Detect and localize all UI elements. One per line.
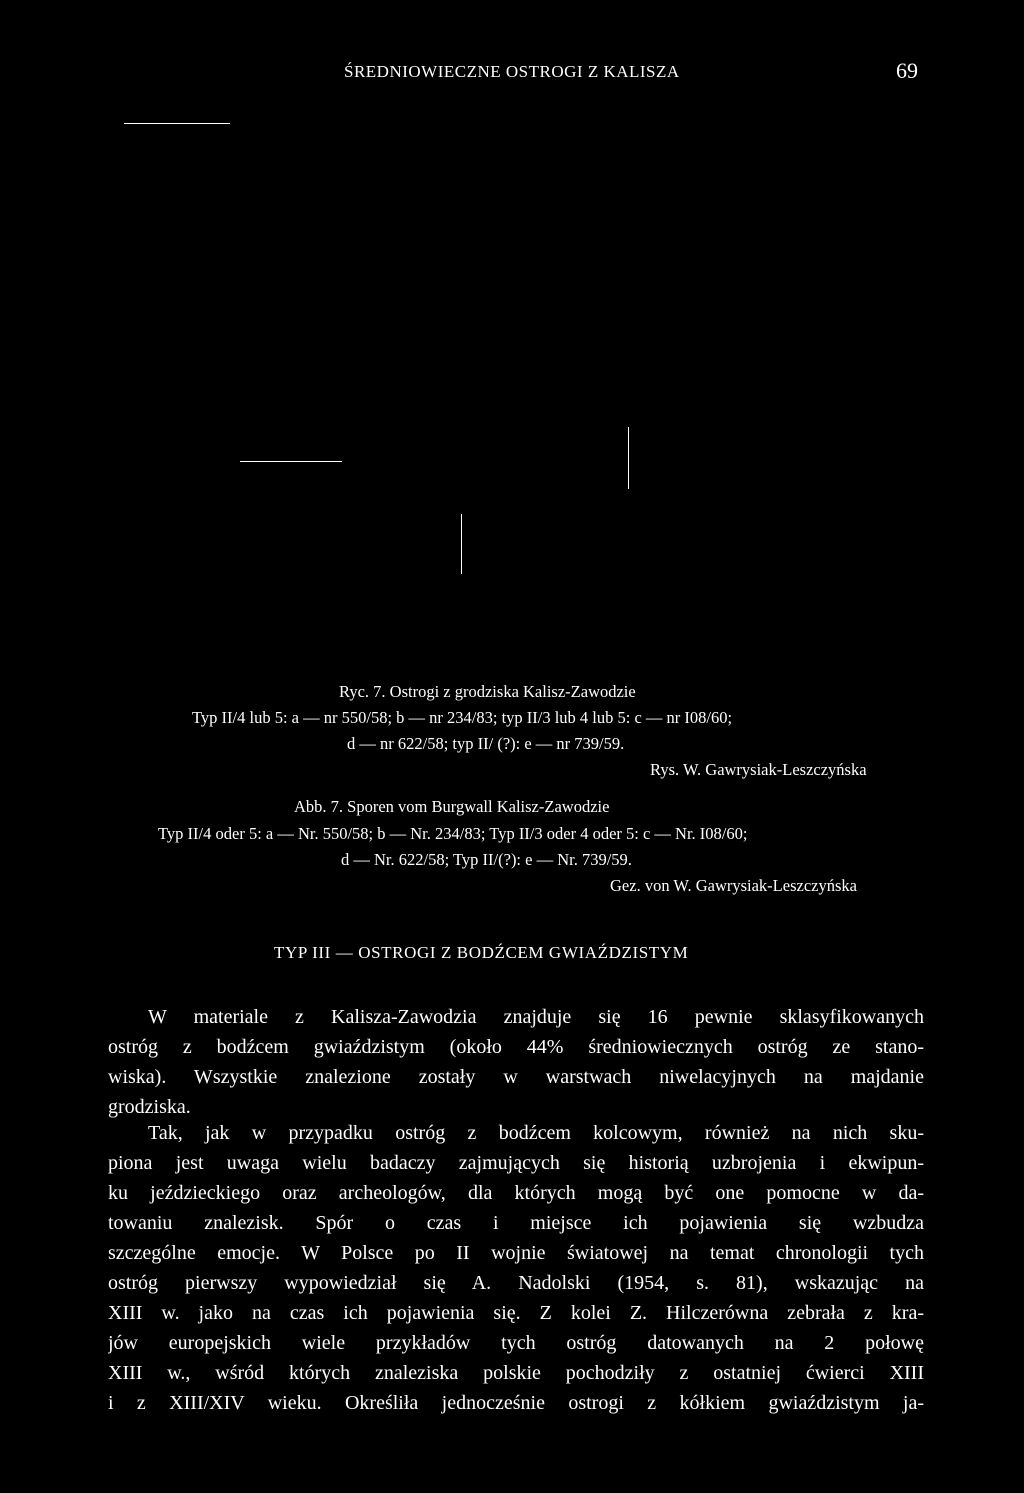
figure-stroke (628, 427, 629, 489)
figure-caption-line-de: d — Nr. 622/58; Typ II/(?): e — Nr. 739/59. (341, 850, 632, 869)
figure-caption-line-pl: Typ II/4 lub 5: a — nr 550/58; b — nr 234/83; typ II/3 lub 4 lub 5: c — nr I08/60; (192, 708, 733, 727)
figure-drawing (100, 110, 924, 680)
figure-caption-title-de: Abb. 7. Sporen vom Burgwall Kalisz-Zawodzie (294, 797, 610, 816)
section-heading: TYP III — OSTROGI Z BODŹCEM GWIAŹDZISTYM (274, 943, 689, 962)
figure-caption-title-pl: Ryc. 7. Ostrogi z grodziska Kalisz-Zawodzie (339, 682, 636, 701)
body-text-line: ostróg z bodźcem gwiaździstym (około 44% średniowiecznych ostróg ze stano- (108, 1036, 924, 1058)
body-text-line: jów europejskich wiele przykładów tych ostróg datowanych na 2 połowę (108, 1332, 924, 1354)
body-text-line: W materiale z Kalisza-Zawodzia znajduje się 16 pewnie sklasyfikowanych (148, 1006, 924, 1028)
body-text-line: i z XIII/XIV wieku. Określiła jednocześnie ostrogi z kółkiem gwiaździstym ja- (108, 1392, 924, 1414)
figure-stroke (124, 123, 230, 124)
body-text-line: XIII w., wśród których znaleziska polskie pochodziły z ostatniej ćwierci XIII (108, 1362, 924, 1384)
figure-credit-de: Gez. von W. Gawrysiak-Leszczyńska (610, 876, 857, 895)
body-text-line: wiska). Wszystkie znalezione zostały w warstwach niwelacyjnych na majdanie (108, 1066, 924, 1088)
figure-stroke (461, 514, 462, 574)
body-text-line: szczególne emocje. W Polsce po II wojnie światowej na temat chronologii tych (108, 1242, 924, 1264)
running-header-title: ŚREDNIOWIECZNE OSTROGI Z KALISZA (344, 62, 680, 81)
body-text-line: towaniu znalezisk. Spór o czas i miejsce ich pojawienia się wzbudza (108, 1212, 924, 1234)
figure-caption-line-pl: d — nr 622/58; typ II/ (?): e — nr 739/59. (347, 734, 625, 753)
body-text-line: grodziska. (108, 1096, 191, 1118)
figure-stroke (240, 461, 342, 462)
body-text-line: ku jeździeckiego oraz archeologów, dla których mogą być one pomocne w da- (108, 1182, 924, 1204)
body-text-line: ostróg pierwszy wypowiedział się A. Nadolski (1954, s. 81), wskazując na (108, 1272, 924, 1294)
figure-credit-pl: Rys. W. Gawrysiak-Leszczyńska (650, 760, 867, 779)
body-text-line: XIII w. jako na czas ich pojawienia się. Z kolei Z. Hilczerówna zebrała z kra- (108, 1302, 924, 1324)
page-number: 69 (896, 58, 918, 83)
body-text-line: piona jest uwaga wielu badaczy zajmujących się historią uzbrojenia i ekwipun- (108, 1152, 924, 1174)
figure-caption-line-de: Typ II/4 oder 5: a — Nr. 550/58; b — Nr. 234/83; Typ II/3 oder 4 oder 5: c — Nr. I08/60; (158, 824, 748, 843)
body-text-line: Tak, jak w przypadku ostróg z bodźcem kolcowym, również na nich sku- (148, 1122, 924, 1144)
